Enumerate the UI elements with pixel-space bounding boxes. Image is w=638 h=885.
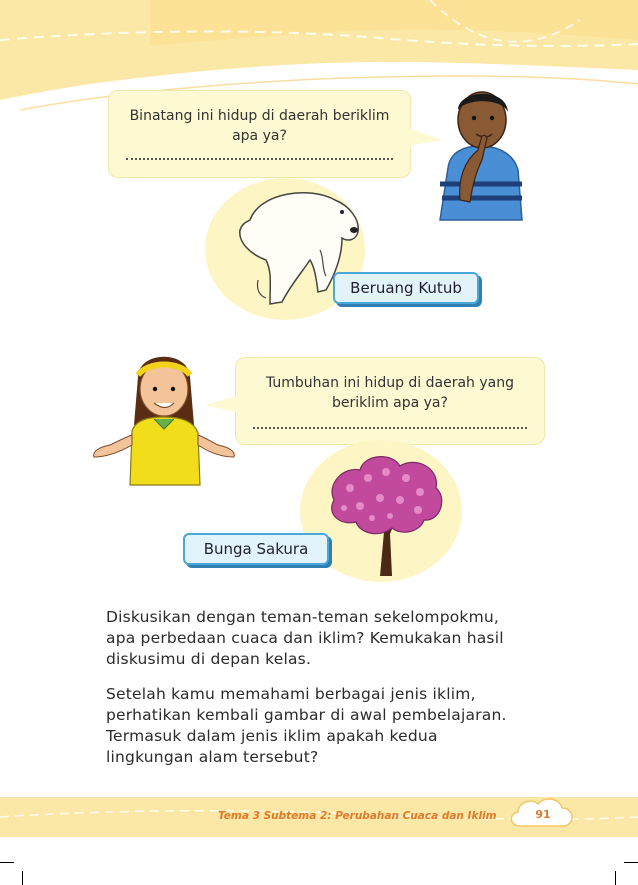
footer-chapter-title: Tema 3 Subtema 2: Perubahan Cuaca dan Iklim [218,810,497,822]
text-line: Diskusikan dengan teman-teman sekelompokmu, [106,608,500,626]
answer-blank-line [253,427,527,429]
text-line: diskusimu di depan kelas. [106,650,312,668]
sakura-tree-illustration [320,448,450,580]
text-line: Setelah kamu memahami berbagai jenis iklim, [106,685,476,703]
question-line-2: apa ya? [232,128,287,144]
text-line: apa perbedaan cuaca dan iklim? Kemukakan hasil [106,629,504,647]
page-number: 91 [535,808,551,821]
text-line: perhatikan kembali gambar di awal pembelajaran. [106,706,507,724]
text-line: lingkungan alam tersebut? [106,748,319,766]
question-line-1: Tumbuhan ini hidup di daerah yang [265,375,515,391]
question-bubble-plant [235,357,545,445]
crop-mark [624,862,638,863]
question-line-1: Binatang ini hidup di daerah beriklim [129,108,390,124]
crop-mark [615,871,616,885]
boy-thinking-illustration [430,80,530,225]
text-line: Termasuk dalam jenis iklim apakah kedua [106,727,438,745]
question-line-2: beriklim apa ya? [332,395,448,411]
answer-blank-line [126,158,393,160]
label-sakura: Bunga Sakura [183,533,329,565]
label-polar-bear: Beruang Kutub [333,272,479,304]
question-bubble-animal [108,90,411,178]
observation-paragraph [106,684,546,768]
girl-shrugging-illustration [88,345,238,495]
crop-mark [22,871,23,885]
discussion-paragraph [106,607,546,670]
crop-mark [0,862,14,863]
